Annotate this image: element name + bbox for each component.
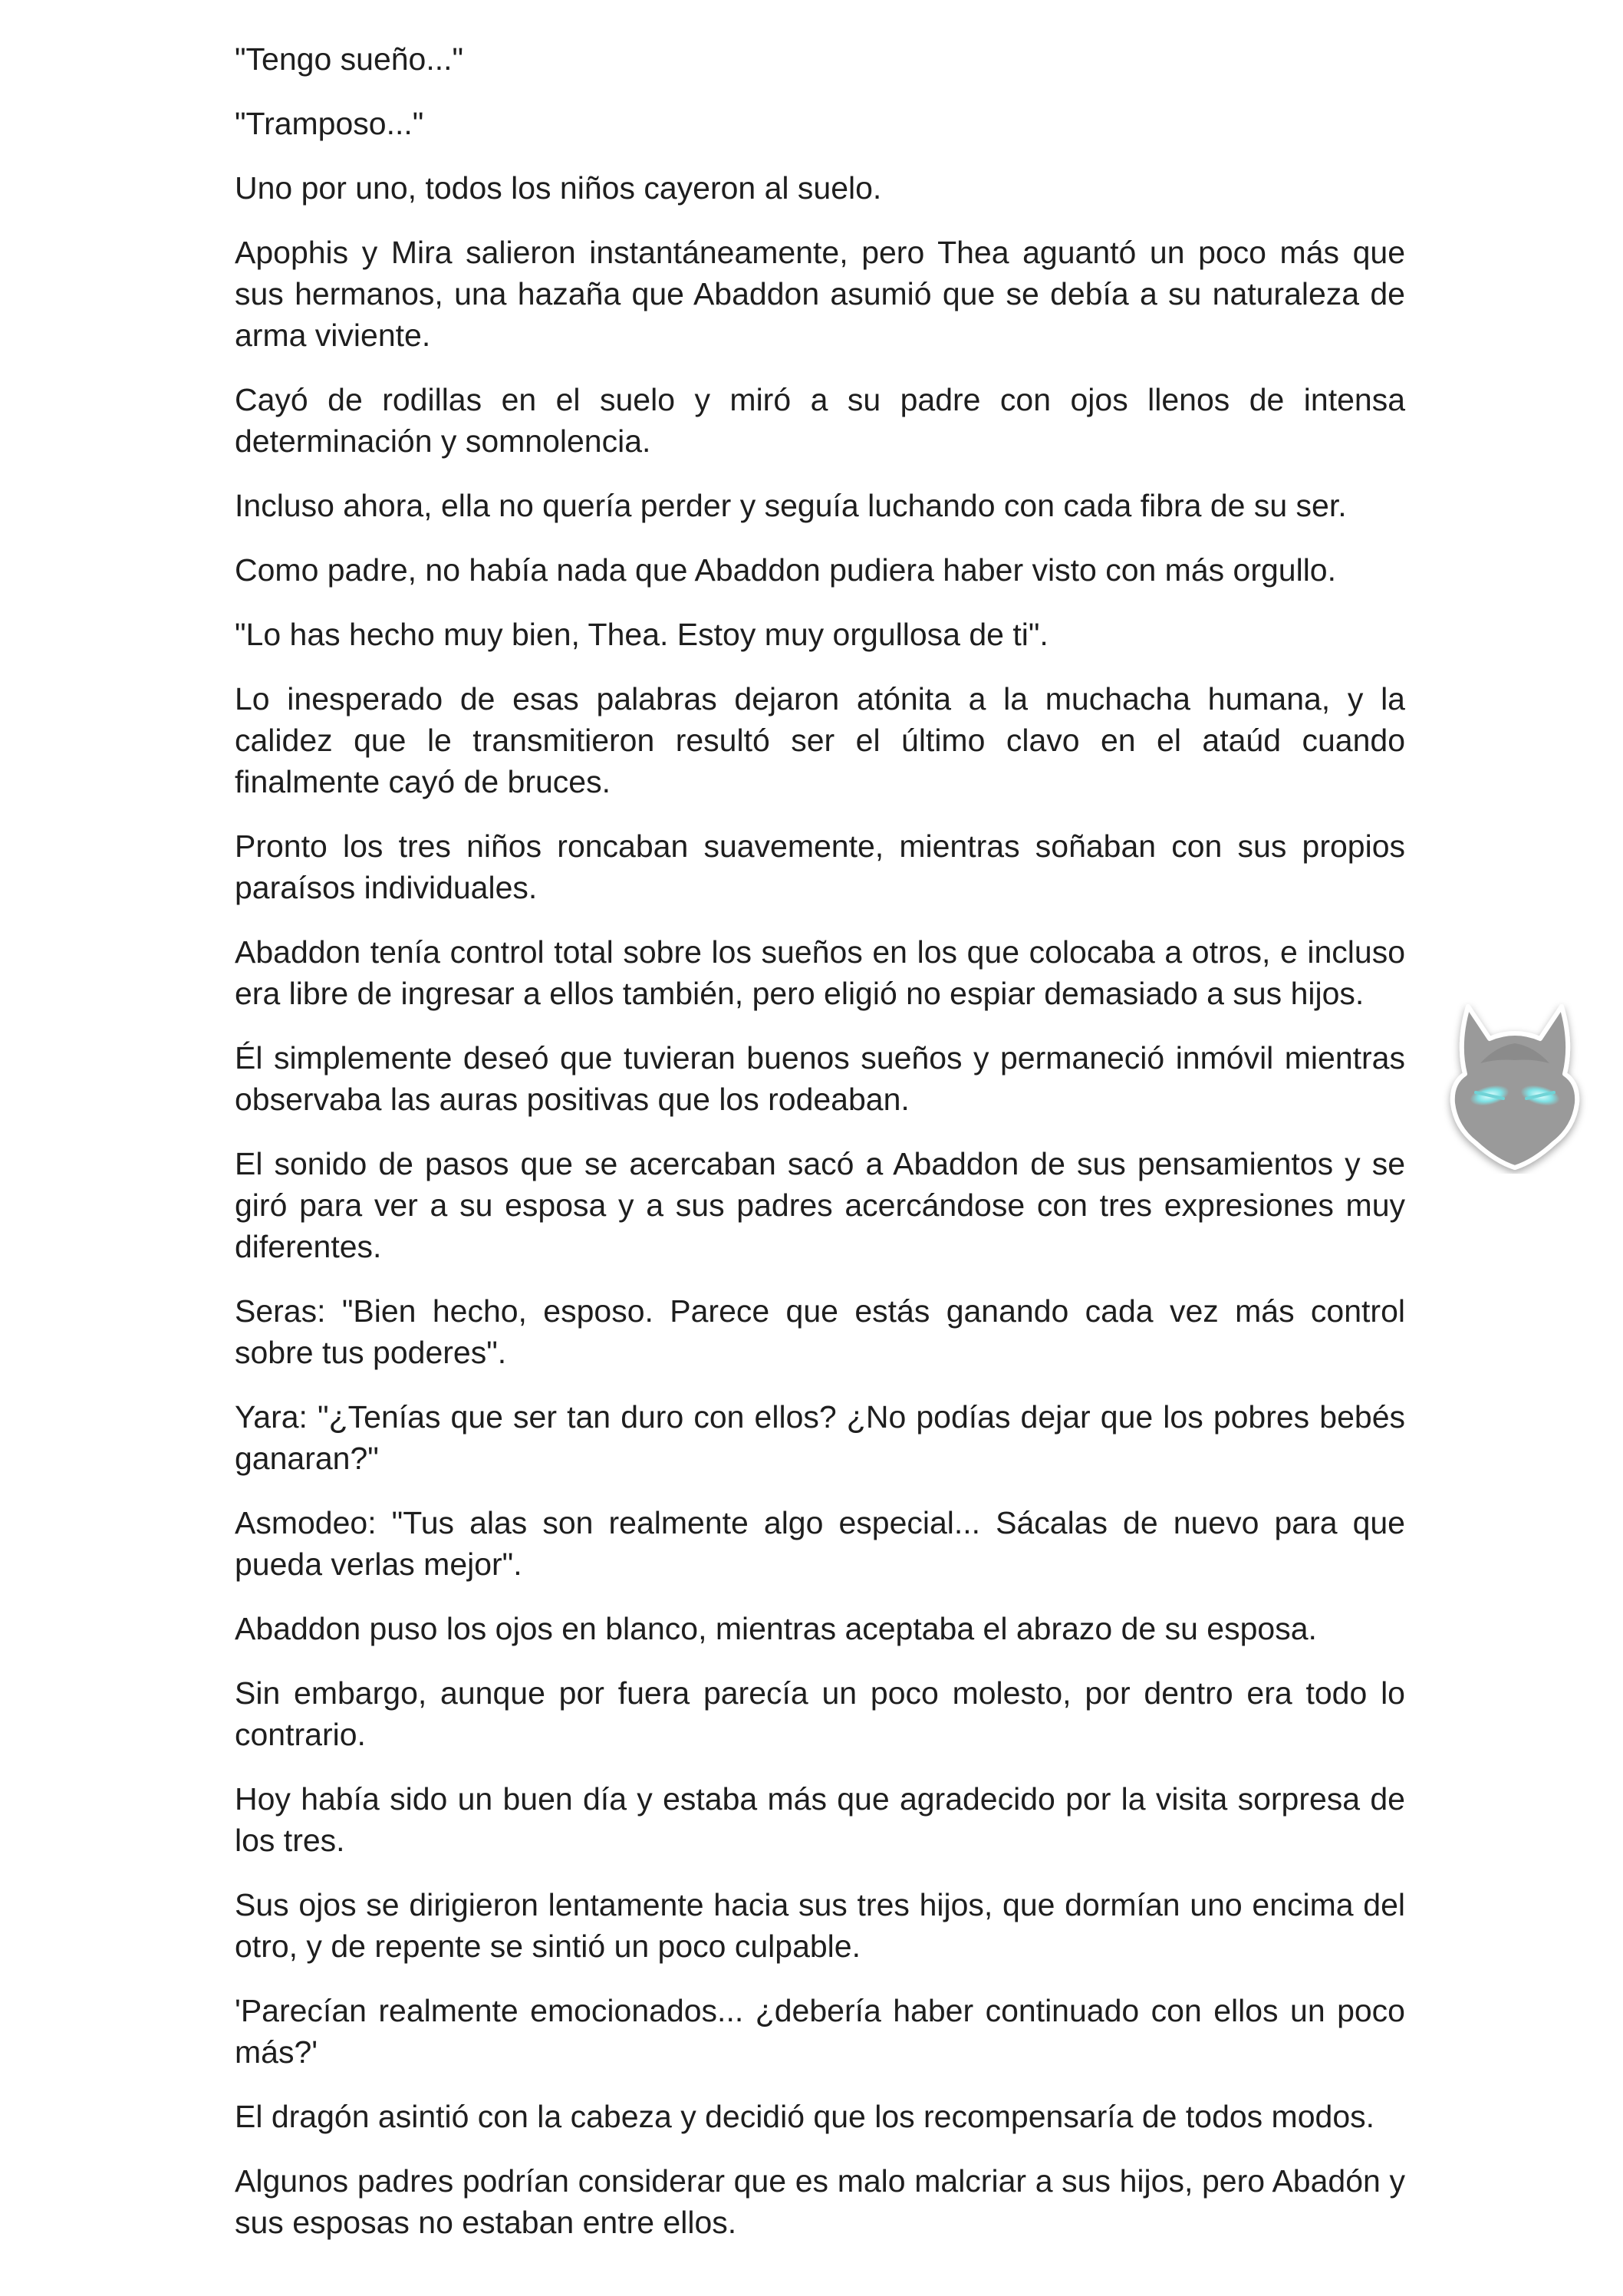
- document-body: [235, 38, 1405, 2266]
- paragraph: El dragón asintió con la cabeza y decidió que los recompensaría de todos modos.: [235, 2099, 1375, 2134]
- paragraph: Asmodeo: "Tus alas son realmente algo especial... Sácalas de nuevo para que pueda verlas mejor".: [235, 1505, 1405, 1582]
- paragraph: Pronto los tres niños roncaban suavemente, mientras soñaban con sus propios paraísos individuales.: [235, 828, 1405, 905]
- paragraph: Yara: "¿Tenías que ser tan duro con ellos? ¿No podías dejar que los pobres bebés ganaran?": [235, 1399, 1405, 1476]
- paragraph: Sin embargo, aunque por fuera parecía un poco molesto, por dentro era todo lo contrario.: [235, 1675, 1405, 1752]
- paragraph: "Lo has hecho muy bien, Thea. Estoy muy orgullosa de ti".: [235, 617, 1049, 652]
- paragraph: Cayó de rodillas en el suelo y miró a su padre con ojos llenos de intensa determinación y somnolencia.: [235, 382, 1405, 459]
- paragraph: Apophis y Mira salieron instantáneamente, pero Thea aguantó un poco más que sus hermanos, una hazaña que Abaddon asumió que se debía a su naturaleza de arma viviente.: [235, 235, 1405, 353]
- paragraph: Él simplemente deseó que tuvieran buenos sueños y permaneció inmóvil mientras observaba las auras positivas que los rodeaban.: [235, 1040, 1405, 1117]
- paragraph: Hoy había sido un buen día y estaba más que agradecido por la visita sorpresa de los tres.: [235, 1781, 1405, 1858]
- paragraph: Incluso ahora, ella no quería perder y seguía luchando con cada fibra de su ser.: [235, 488, 1347, 523]
- paragraph: Abaddon tenía control total sobre los sueños en los que colocaba a otros, e incluso era libre de ingresar a ellos también, pero eligió no espiar demasiado a sus hijos.: [235, 934, 1405, 1011]
- paragraph: Algunos padres podrían considerar que es malo malcriar a sus hijos, pero Abadón y sus esposas no estaban entre ellos.: [235, 2163, 1405, 2240]
- paragraph: El sonido de pasos que se acercaban sacó a Abaddon de sus pensamientos y se giró para ver a su esposa y a sus padres acercándose con tres expresiones muy diferentes.: [235, 1146, 1405, 1264]
- paragraph: Como padre, no había nada que Abaddon pudiera haber visto con más orgullo.: [235, 552, 1337, 588]
- paragraph: "Tengo sueño...": [235, 41, 464, 77]
- paragraph: 'Parecían realmente emocionados... ¿debería haber continuado con ellos un poco más?': [235, 1993, 1405, 2070]
- paragraph: Sus ojos se dirigieron lentamente hacia sus tres hijos, que dormían uno encima del otro, y de repente se sintió un poco culpable.: [235, 1887, 1405, 1964]
- paragraph: Uno por uno, todos los niños cayeron al suelo.: [235, 170, 882, 206]
- paragraph: Abaddon puso los ojos en blanco, mientras aceptaba el abrazo de su esposa.: [235, 1611, 1317, 1646]
- paragraph: Lo inesperado de esas palabras dejaron atónita a la muchacha humana, y la calidez que le transmitieron resultó ser el último clavo en el ataúd cuando finalmente cayó de bruces.: [235, 681, 1405, 799]
- paragraph: Seras: "Bien hecho, esposo. Parece que estás ganando cada vez más control sobre tus poderes".: [235, 1293, 1405, 1370]
- horned-demon-head-icon: [1442, 997, 1588, 1174]
- paragraph: "Tramposo...": [235, 106, 424, 141]
